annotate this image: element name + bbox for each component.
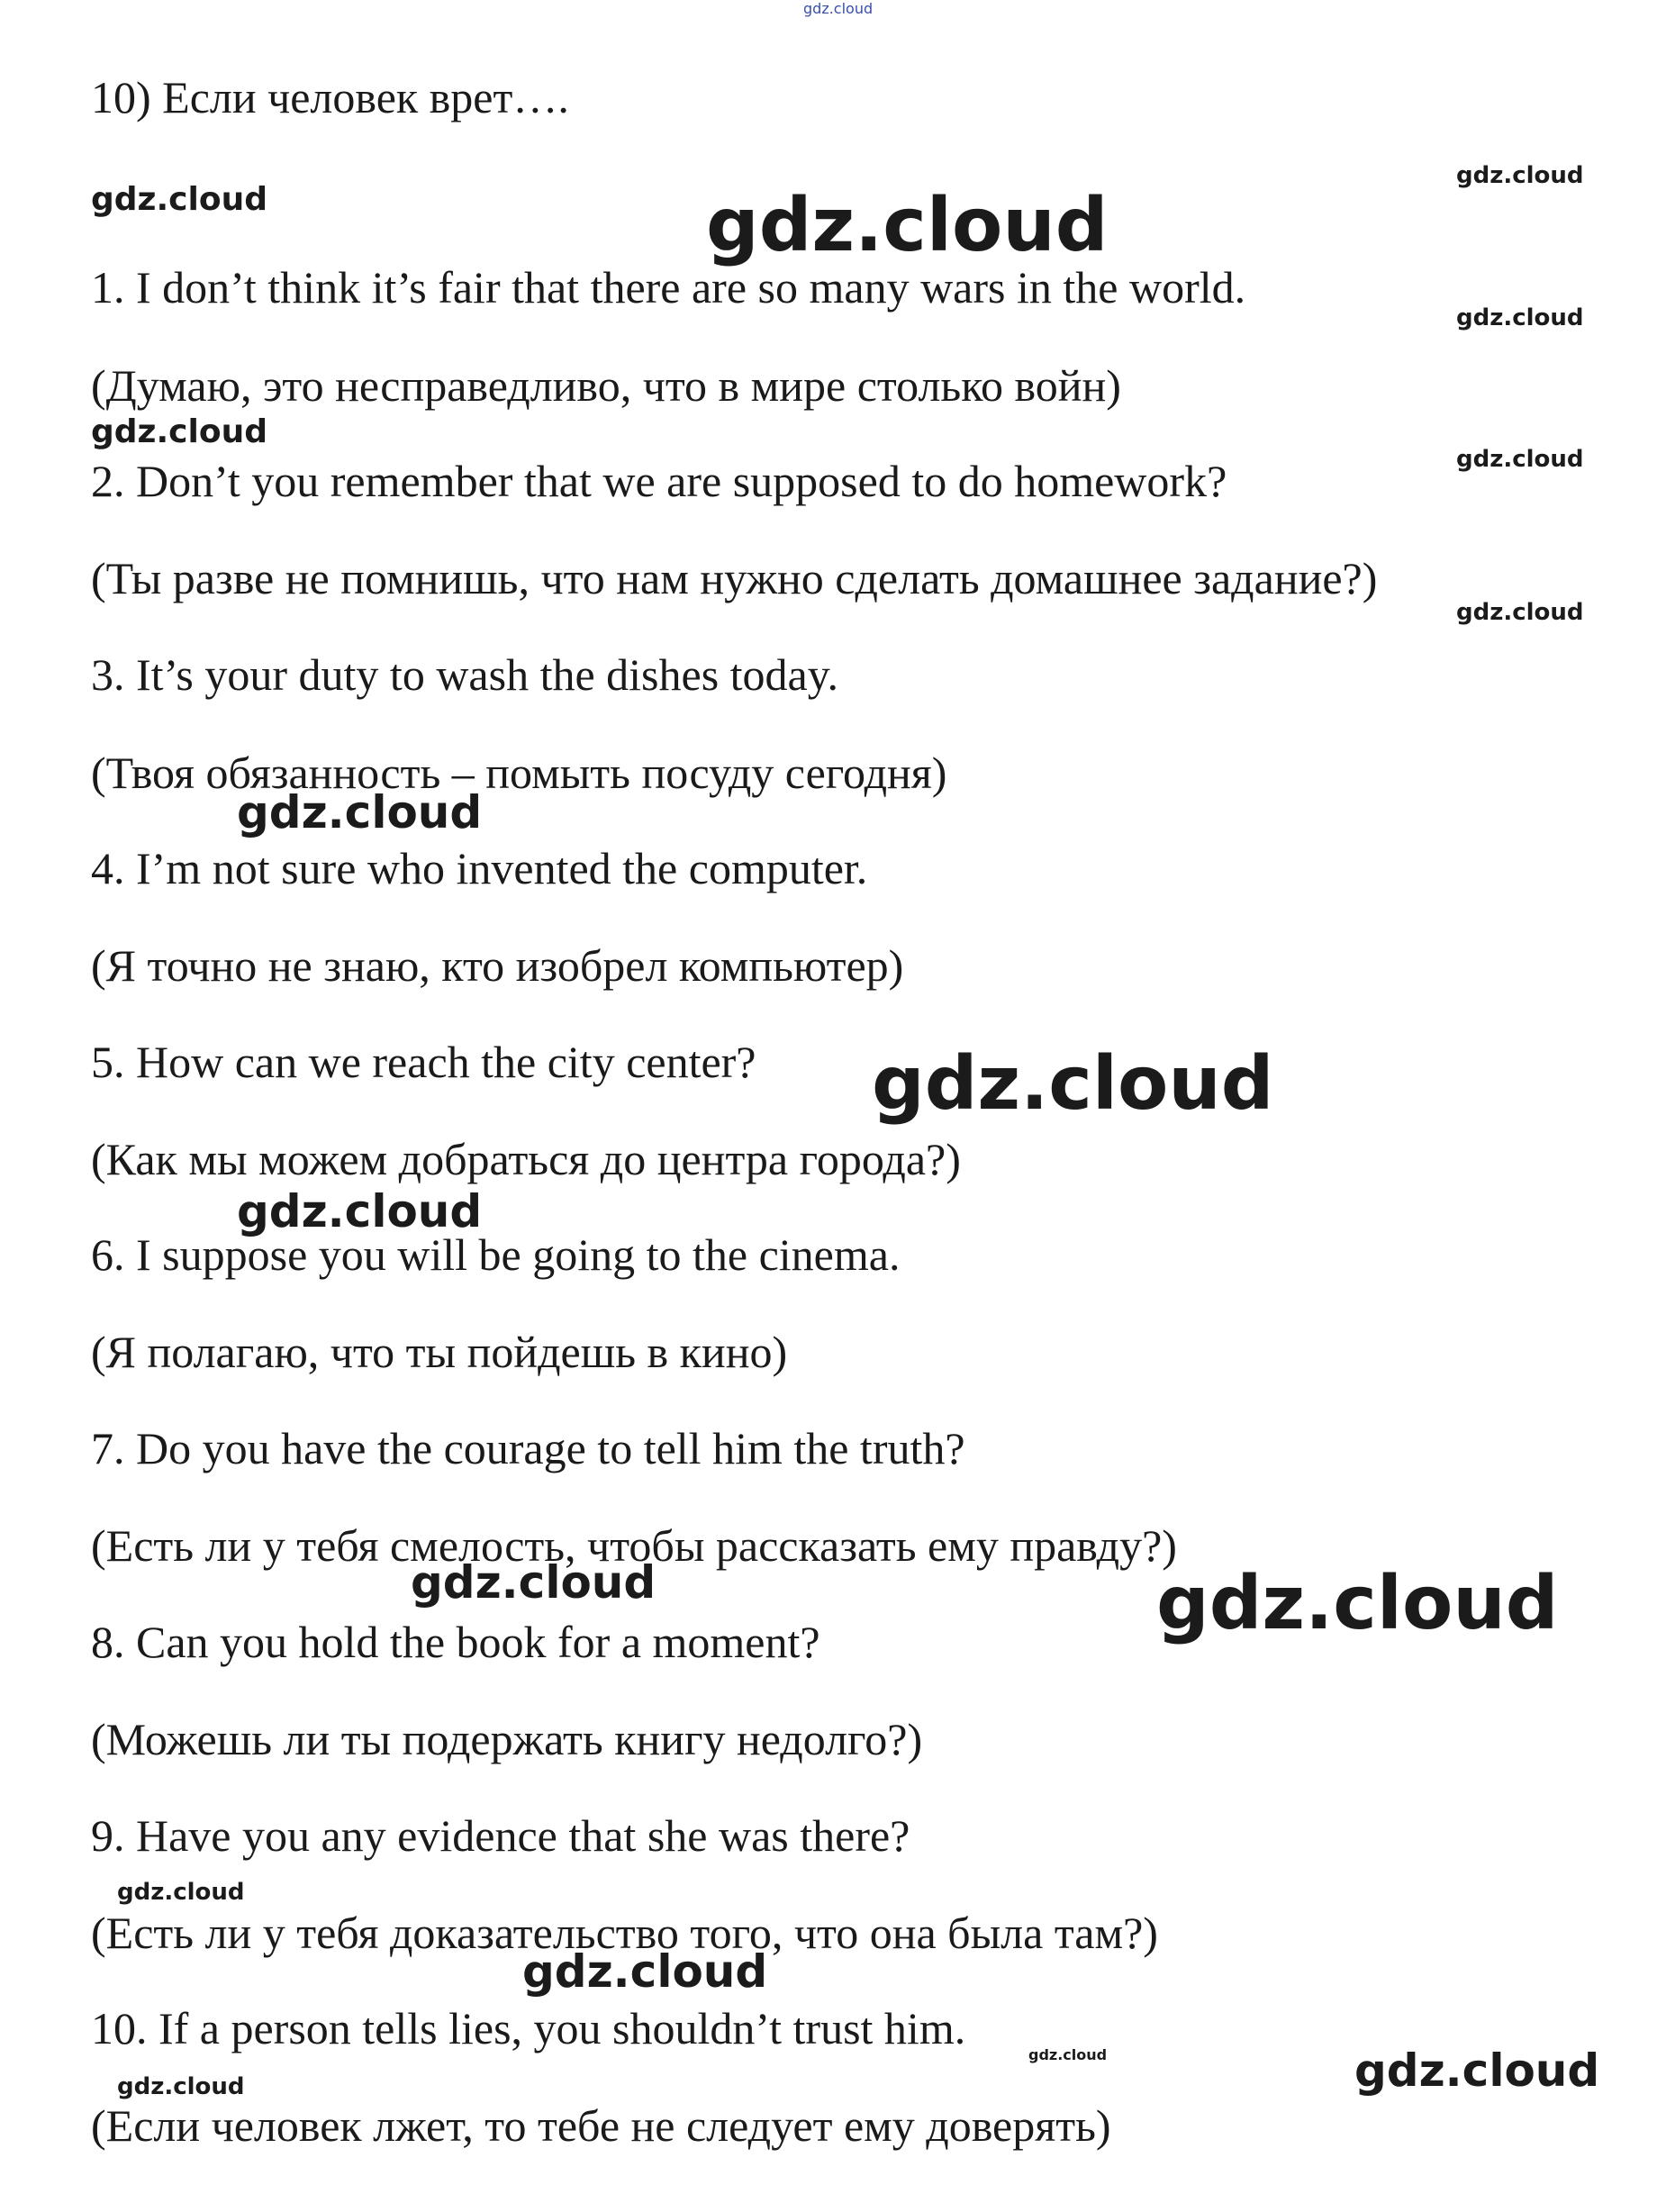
sentence-7-ru: (Есть ли у тебя смелость, чтобы рассказать ему правду?) — [91, 1520, 1177, 1571]
watermark: gdz.cloud — [237, 786, 483, 839]
watermark: gdz.cloud — [872, 1041, 1274, 1127]
sentence-4-ru: (Я точно не знаю, кто изобрел компьютер) — [91, 940, 904, 991]
watermark: gdz.cloud — [117, 1879, 245, 1906]
watermark: gdz.cloud — [1456, 304, 1584, 331]
sentence-5-ru: (Как мы можем добраться до центра города?) — [91, 1134, 961, 1184]
sentence-3-ru: (Твоя обязанность – помыть посуду сегодня) — [91, 748, 947, 798]
sentence-6-en: 6. I suppose you will be going to the cinema. — [91, 1229, 901, 1280]
watermark: gdz.cloud — [237, 1185, 483, 1237]
sentence-8-en: 8. Can you hold the book for a moment? — [91, 1617, 820, 1667]
watermark: gdz.cloud — [522, 1945, 768, 1998]
watermark: gdz.cloud — [91, 181, 267, 218]
watermark: gdz.cloud — [1456, 162, 1584, 189]
sentence-1-ru: (Думаю, это несправедливо, что в мире столько войн) — [91, 360, 1121, 411]
watermark: gdz.cloud — [91, 413, 267, 450]
sentence-5-en: 5. How can we reach the city center? — [91, 1037, 756, 1087]
watermark: gdz.cloud — [1028, 2046, 1108, 2063]
sentence-6-ru: (Я полагаю, что ты пойдешь в кино) — [91, 1327, 788, 1377]
sentence-9-en: 9. Have you any evidence that she was there? — [91, 1810, 910, 1861]
watermark: gdz.cloud — [411, 1556, 656, 1609]
sentence-2-ru: (Ты разве не помнишь, что нам нужно сделать домашнее задание?) — [91, 553, 1378, 603]
sentence-10-ru: (Если человек лжет, то тебе не следует ему доверять) — [91, 2100, 1111, 2151]
sentence-10-en: 10. If a person tells lies, you shouldn’t trust him. — [91, 2003, 966, 2053]
watermark: gdz.cloud — [1456, 446, 1584, 473]
watermark: gdz.cloud — [1354, 2044, 1600, 2097]
sentence-3-en: 3. It’s your duty to wash the dishes today. — [91, 649, 839, 700]
watermark: gdz.cloud — [706, 183, 1109, 268]
watermark: gdz.cloud — [1156, 1561, 1559, 1646]
sentence-4-en: 4. I’m not sure who invented the computer. — [91, 843, 868, 893]
sentence-2-en: 2. Don’t you remember that we are supposed to do homework? — [91, 456, 1227, 506]
watermark: gdz.cloud — [803, 0, 874, 17]
watermark: gdz.cloud — [117, 2073, 245, 2100]
sentence-7-en: 7. Do you have the courage to tell him the truth? — [91, 1423, 965, 1473]
sentence-1-en: 1. I don’t think it’s fair that there are so many wars in the world. — [91, 262, 1246, 313]
sentence-9-ru: (Есть ли у тебя доказательство того, что она была там?) — [91, 1908, 1158, 1958]
sentence-8-ru: (Можешь ли ты подержать книгу недолго?) — [91, 1714, 923, 1764]
watermark: gdz.cloud — [1456, 599, 1584, 626]
heading: 10) Если человек врет…. — [91, 72, 569, 122]
